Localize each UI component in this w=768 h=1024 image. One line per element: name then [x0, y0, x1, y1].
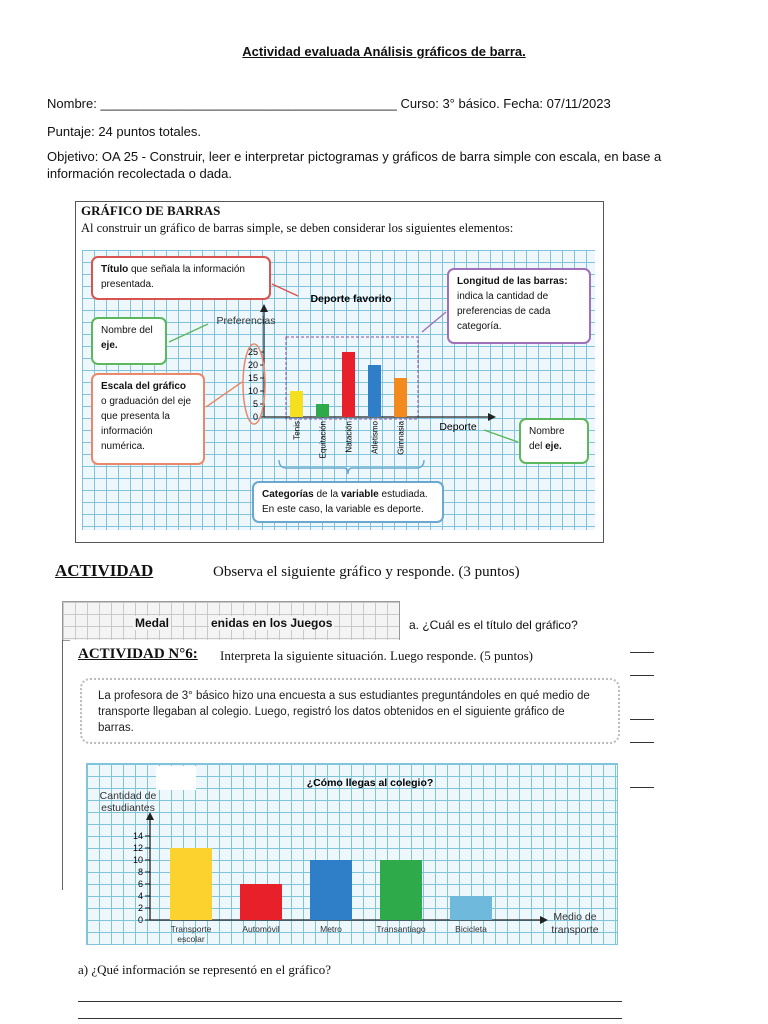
bar-metro: [310, 860, 352, 920]
bar-bicicleta: [450, 896, 492, 920]
connector-escala: [206, 382, 242, 407]
answer-line[interactable]: [630, 787, 654, 788]
name-blank[interactable]: _________________________________________: [100, 96, 397, 111]
connector-nombre-eje-y: [169, 324, 208, 342]
figure-subheading: Al construir un gráfico de barras simple, se deben considerar los siguientes elementos:: [81, 221, 514, 235]
y-tick-label: 5: [252, 399, 258, 409]
callout-nombre-eje-x: Nombre del eje.: [519, 418, 589, 464]
bar-transporte-escolar: [170, 848, 212, 920]
activity2-label: ACTIVIDAD N°6:: [78, 646, 198, 662]
activity1-question-a: a. ¿Cuál es el título del gráfico?: [409, 618, 578, 632]
y-tick-label: 12: [132, 843, 143, 853]
chart1-title: Deporte favorito: [310, 293, 392, 305]
callout-titulo: Título que señala la información presentada.: [91, 256, 271, 300]
y-tick-label: 20: [247, 360, 258, 370]
chart-como-llegas-al-colegio: [70, 640, 630, 960]
callout-escala: Escala del gráfico o graduación del eje que presenta la información numérica.: [91, 373, 205, 465]
x-tick-label: Gimnasia: [396, 421, 406, 455]
chart2-xlabel-line2: transporte: [551, 924, 599, 936]
answer-line[interactable]: [78, 1001, 622, 1002]
answer-line[interactable]: [78, 1018, 622, 1019]
x-axis-arrow: [540, 916, 548, 924]
activity2-panel: [70, 640, 630, 960]
objective-line-1: Objetivo: OA 25 - Construir, leer e interpretar pictogramas y gráficos de barra simple con escala, en base a: [47, 149, 662, 164]
figure-grafico-de-barras: [75, 201, 604, 543]
bar-automóvil: [240, 884, 282, 920]
activity1-instruction: Observa el siguiente gráfico y responde. (3 puntos): [213, 564, 520, 580]
bar-equitación: [316, 404, 329, 417]
x-tick-label: Natación: [344, 421, 354, 453]
y-tick-label: 14: [132, 831, 143, 841]
activity1-label: ACTIVIDAD: [55, 561, 154, 580]
y-tick-label: 0: [252, 412, 258, 422]
callout-nombre-eje-y: Nombre del eje.: [91, 317, 167, 365]
x-tick-label: Equitación: [318, 421, 328, 459]
answer-line[interactable]: [630, 675, 654, 676]
x-tick-label: Transporte: [170, 924, 212, 934]
connector-titulo: [272, 284, 298, 296]
answer-line[interactable]: [630, 742, 654, 743]
y-tick-label: 4: [137, 891, 143, 901]
name-line: [47, 96, 611, 111]
y-tick-label: 6: [137, 879, 143, 889]
page-title: Actividad evaluada Análisis gráficos de barra.: [242, 44, 526, 59]
x-axis-arrow: [488, 413, 496, 421]
bar-gimnasia: [394, 378, 407, 417]
chart1-xlabel: Deporte: [439, 421, 477, 433]
y-axis-arrow: [260, 304, 268, 312]
x-tick-label: Metro: [320, 924, 342, 934]
course-date: Curso: 3° básico. Fecha: 07/11/2023: [400, 96, 611, 111]
y-tick-label: 2: [137, 903, 143, 913]
callout-longitud-barras: Longitud de las barras: indica la cantidad de preferencias de cada categoría.: [447, 268, 591, 344]
bar-tenis: [290, 391, 303, 417]
activity1-chart-title-fragment-2: enidas en los Juegos: [211, 616, 333, 630]
figure-heading: GRÁFICO DE BARRAS: [81, 203, 221, 218]
x-tick-label: Automóvil: [242, 924, 280, 934]
activity2-instruction: Interpreta la siguiente situación. Luego responde. (5 puntos): [220, 648, 533, 663]
y-tick-label: 10: [132, 855, 143, 865]
activity2-situation-text: La profesora de 3° básico hizo una encuesta a sus estudiantes preguntándoles en qué medio de transporte llegaban al colegio. Luego, registró los datos obtenidos en el siguiente gráfico de barras.: [98, 690, 590, 734]
answer-line[interactable]: [630, 652, 654, 653]
y-tick-label: 15: [247, 373, 258, 383]
score-line: Puntaje: 24 puntos totales.: [47, 124, 201, 139]
y-tick-label: 25: [247, 347, 258, 357]
activity2-question-a: a) ¿Qué información se representó en el gráfico?: [78, 962, 332, 977]
objective-line-2: información recolectada o dada.: [47, 166, 233, 181]
y-tick-label: 10: [247, 386, 258, 396]
callout-categorias: Categorías de la variable estudiada. En este caso, la variable es deporte.: [252, 481, 444, 523]
x-tick-label: escolar: [177, 934, 205, 944]
activity1-chart-title-fragment-1: Medal: [135, 616, 170, 630]
y-tick-label: 8: [137, 867, 143, 877]
bar-atletismo: [368, 365, 381, 417]
x-tick-label: Bicicleta: [455, 924, 487, 934]
bar-natación: [342, 352, 355, 417]
chart2-ylabel-line1: Cantidad de: [99, 790, 157, 802]
chart2-xlabel-line1: Medio de: [553, 911, 597, 923]
y-tick-label: 0: [137, 915, 143, 925]
activity1-chart-fragment: [62, 601, 400, 641]
activity1-frame-edge: [62, 640, 63, 890]
bar-transantiago: [380, 860, 422, 920]
name-label: Nombre:: [47, 96, 97, 111]
categories-bracket: [279, 460, 424, 474]
connector-longitud: [422, 312, 446, 332]
x-tick-label: Tenis: [292, 421, 302, 440]
connector-nombre-eje-x: [484, 430, 518, 442]
chart2-title: ¿Cómo llegas al colegio?: [306, 777, 434, 789]
chart1-ylabel: Preferencias: [216, 315, 276, 327]
x-tick-label: Transantiago: [376, 924, 426, 934]
answer-line[interactable]: [630, 719, 654, 720]
x-tick-label: Atletismo: [370, 421, 380, 454]
chart2-ylabel-line2: estudiantes: [101, 802, 155, 814]
